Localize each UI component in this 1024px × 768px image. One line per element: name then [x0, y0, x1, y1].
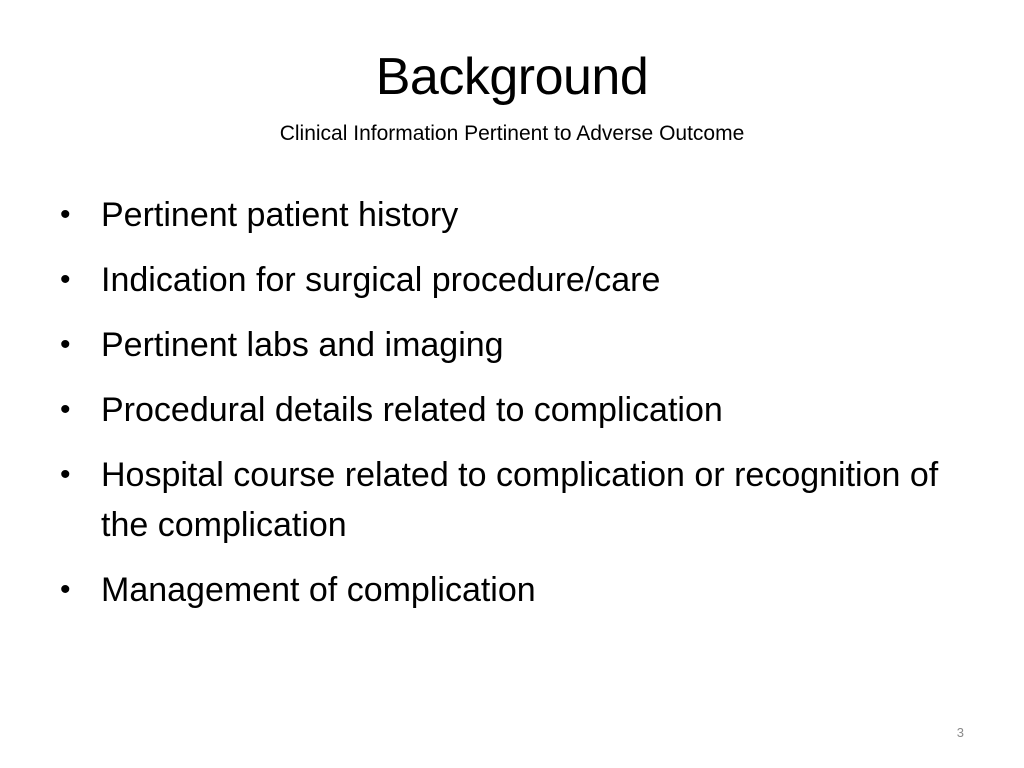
bullet-text: Pertinent labs and imaging: [101, 326, 504, 364]
bullet-dot-icon: •: [60, 328, 71, 361]
bullet-text: Indication for surgical procedure/care: [101, 261, 661, 299]
bullet-dot-icon: •: [60, 393, 71, 426]
bullet-text: Pertinent patient history: [101, 196, 459, 234]
bullet-text: Hospital course related to complication or recognition of the complication: [101, 456, 939, 544]
bullet-dot-icon: •: [60, 573, 71, 606]
bullet-item: [60, 255, 960, 305]
bullet-item: [60, 450, 960, 550]
slide-title: Background: [375, 48, 649, 106]
bullet-item: [60, 385, 960, 435]
bullet-item: [60, 565, 960, 615]
bullet-text: Procedural details related to complication: [101, 391, 723, 429]
bullet-item: [60, 320, 960, 370]
bullet-dot-icon: •: [60, 458, 71, 491]
bullet-item: [60, 190, 960, 240]
bullet-text: Management of complication: [101, 571, 536, 609]
bullet-list: [60, 190, 960, 630]
page-number: 3: [956, 725, 964, 740]
bullet-dot-icon: •: [60, 263, 71, 296]
bullet-dot-icon: •: [60, 198, 71, 231]
slide-subtitle: Clinical Information Pertinent to Adverse Outcome: [279, 122, 745, 145]
